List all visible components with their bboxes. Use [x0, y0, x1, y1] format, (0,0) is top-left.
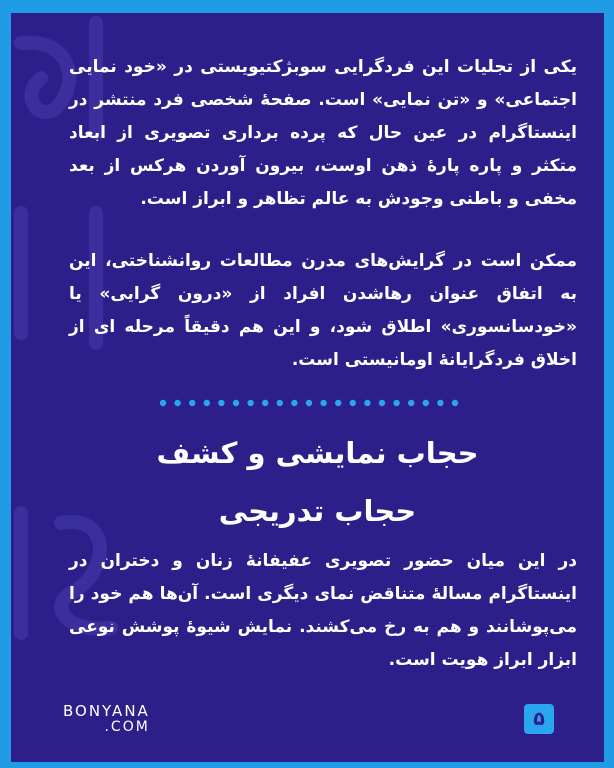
divider-dot	[452, 400, 458, 406]
bonyana-logo	[63, 703, 150, 735]
divider-dot	[437, 400, 443, 406]
dotted-divider	[159, 399, 459, 407]
page-frame	[11, 13, 604, 762]
divider-dot	[204, 400, 210, 406]
divider-dot	[262, 400, 268, 406]
divider-dot	[379, 400, 385, 406]
divider-dot	[160, 400, 166, 406]
divider-dot	[218, 400, 224, 406]
paragraph-psychology: ممکن است در گرایش‌های مدرن مطالعات روانشناختی، این به اتفاق عنوان رهاشدن افراد از «درون گرایی» یا «خودسانسوری» اطلاق شود، و این هم دقیقاً مرحله ای از اخلاق فردگرایانهٔ اومانیستی است.	[69, 251, 577, 370]
divider-dot	[320, 400, 326, 406]
divider-dot	[174, 400, 180, 406]
divider-dot	[364, 400, 370, 406]
divider-dot	[277, 400, 283, 406]
divider-dot	[423, 400, 429, 406]
page-number-badge: ۵	[524, 704, 554, 734]
divider-dot	[189, 400, 195, 406]
divider-dot	[233, 400, 239, 406]
divider-dot	[350, 400, 356, 406]
paragraph-intro: یکی از تجلیات این فردگرایی سوبژکتیویستی در «خود نمایی اجتماعی» و «تن نمایی» است. صفحهٔ شخصی فرد منتشر در اینستاگرام در عین حال که پرده برداری تصویری از ابعاد متکثر و پاره پارهٔ ذهن اوست، بیرون آوردن هرکس از بعد مخفی و باطنی وجودش به عالم تظاهر و ابراز است.	[69, 57, 577, 209]
section-heading-line2: حجاب تدریجی	[218, 494, 417, 528]
divider-dot	[393, 400, 399, 406]
logo-line2: .COM	[104, 719, 150, 735]
divider-dot	[306, 400, 312, 406]
section-heading-line1: حجاب نمایشی و کشف	[156, 436, 479, 470]
divider-dot	[408, 400, 414, 406]
divider-dot	[335, 400, 341, 406]
divider-dot	[291, 400, 297, 406]
logo-line1: BONYANA	[63, 702, 150, 720]
divider-dot	[247, 400, 253, 406]
paragraph-instagram: در این میان حضور تصویری عفیفانهٔ زنان و دختران در اینستاگرام مسالهٔ متناقض نمای دیگری است. آن‌ها هم خود را می‌پوشانند و هم به رخ می‌کشند. نمایش شیوهٔ پوشش نوعی ابزار ابراز هویت است.	[69, 551, 577, 670]
